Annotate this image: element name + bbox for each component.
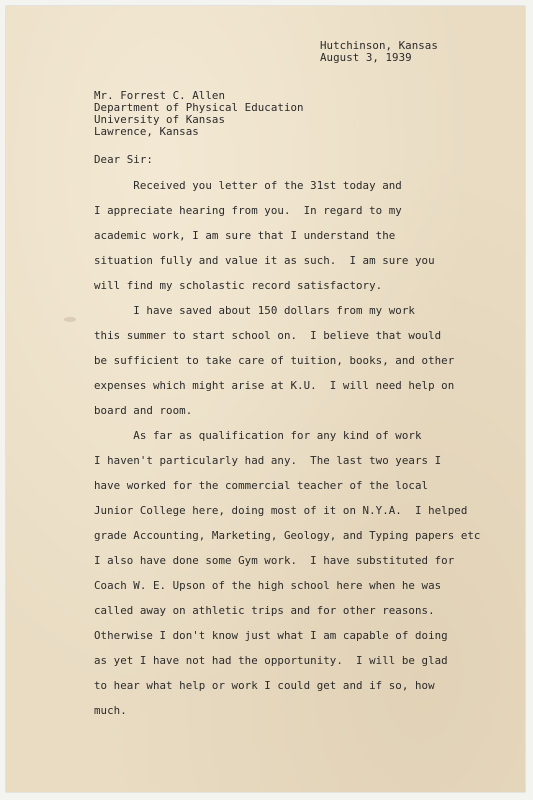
recipient-city: Lawrence, Kansas: [94, 125, 199, 138]
body-line: As far as qualification for any kind of work: [94, 429, 422, 442]
body-line: be sufficient to take care of tuition, books, and other: [94, 354, 455, 367]
body-line: I appreciate hearing from you. In regard to my: [94, 204, 402, 217]
recipient-university: University of Kansas: [94, 113, 226, 126]
body-line: grade Accounting, Marketing, Geology, and Typing papers etc: [94, 529, 481, 542]
body-line: much.: [94, 704, 127, 717]
body-line: Otherwise I don't know just what I am capable of doing: [94, 629, 448, 642]
body-line: called away on athletic trips and for other reasons.: [94, 604, 435, 617]
salutation: Dear Sir:: [94, 153, 153, 166]
body-line: I also have done some Gym work. I have substituted for: [94, 554, 455, 567]
body-line: Received you letter of the 31st today and: [94, 179, 402, 192]
recipient-name: Mr. Forrest C. Allen: [94, 89, 226, 102]
recipient-department: Department of Physical Education: [94, 101, 304, 114]
body-line: as yet I have not had the opportunity. I will be glad: [94, 654, 448, 667]
body-line: will find my scholastic record satisfactory.: [94, 279, 383, 292]
letter-paper: [6, 6, 525, 792]
body-line: Coach W. E. Upson of the high school here when he was: [94, 579, 442, 592]
body-line: I haven't particularly had any. The last two years I: [94, 454, 442, 467]
body-line: to hear what help or work I could get and if so, how: [94, 679, 435, 692]
letter-place: Hutchinson, Kansas: [320, 39, 438, 52]
body-line: expenses which might arise at K.U. I will need help on: [94, 379, 455, 392]
letter-date: August 3, 1939: [320, 51, 412, 64]
body-line: have worked for the commercial teacher of the local: [94, 479, 429, 492]
body-line: Junior College here, doing most of it on N.Y.A. I helped: [94, 504, 468, 517]
body-line: this summer to start school on. I believe that would: [94, 329, 442, 342]
body-line: academic work, I am sure that I understand the: [94, 229, 396, 242]
body-line: situation fully and value it as such. I am sure you: [94, 254, 435, 267]
body-line: I have saved about 150 dollars from my work: [94, 304, 415, 317]
ink-smudge: [64, 317, 76, 322]
body-line: board and room.: [94, 404, 193, 417]
